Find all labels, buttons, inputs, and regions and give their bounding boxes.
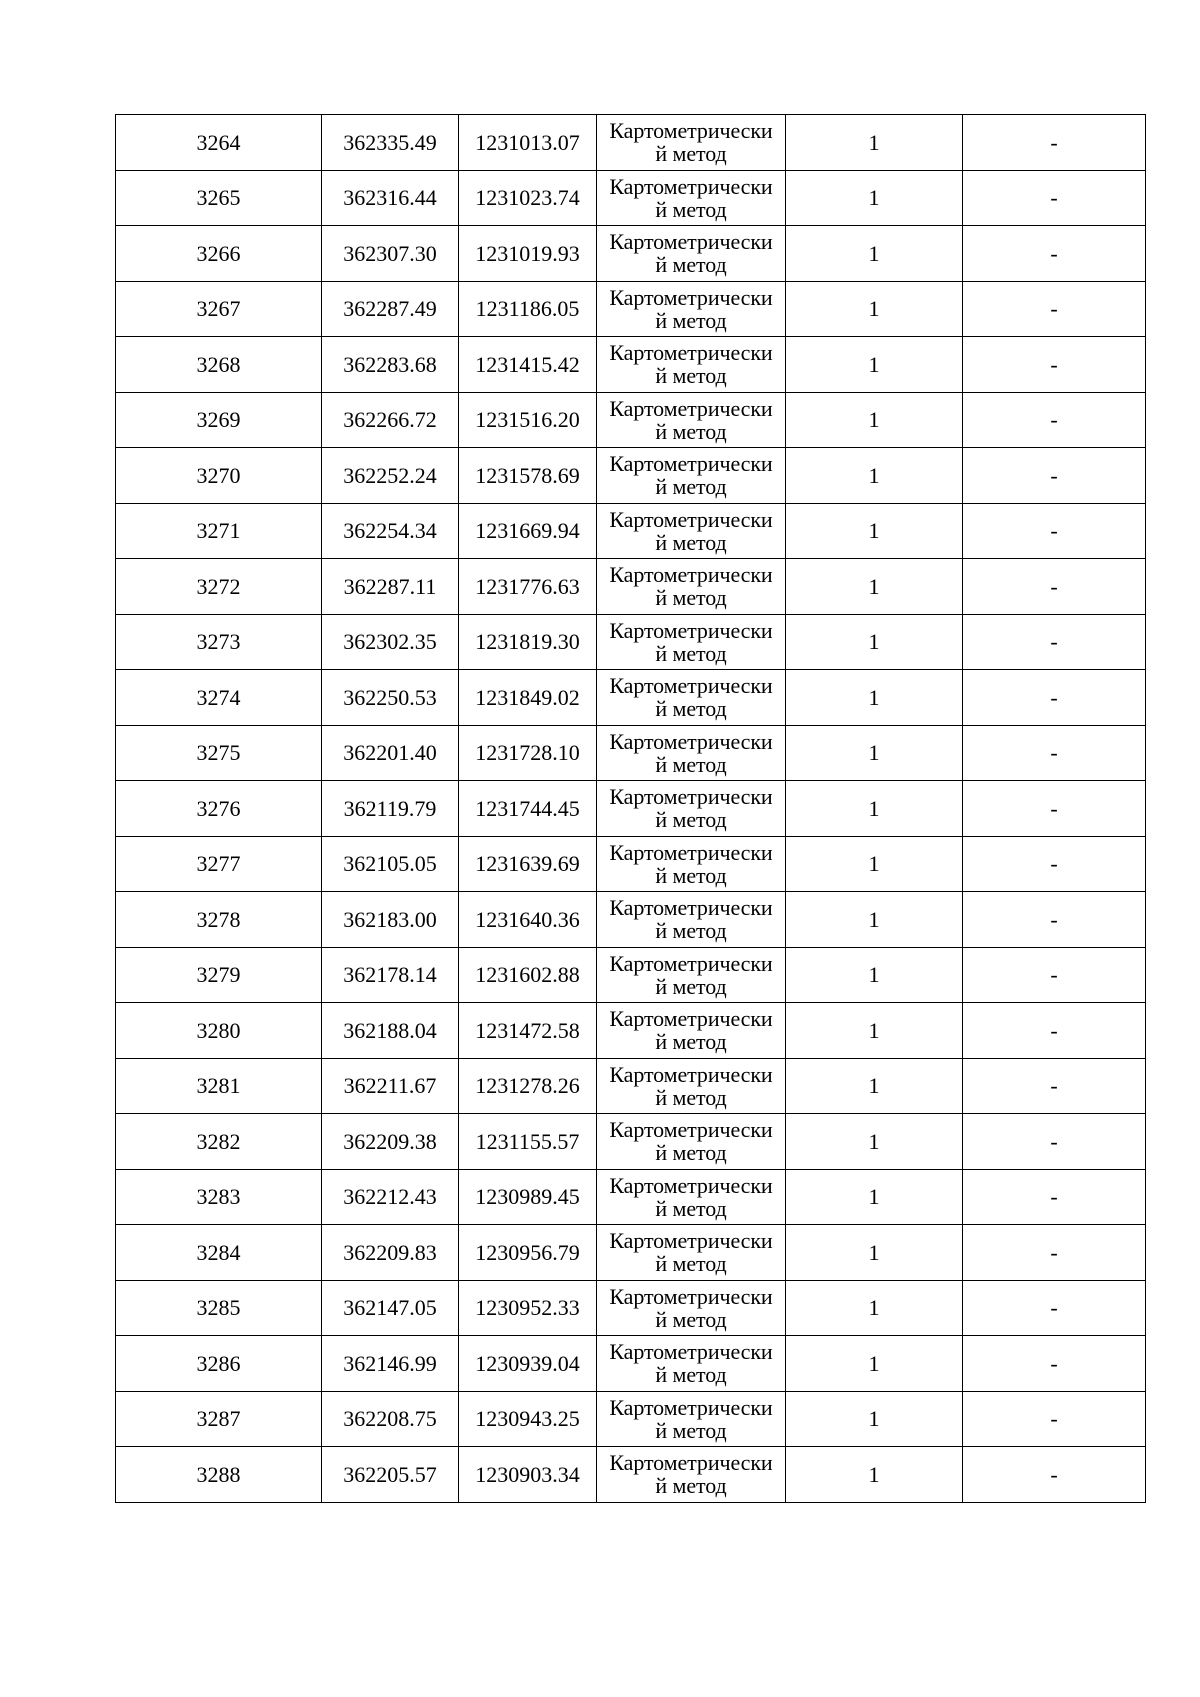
accuracy-cell: 1 [786, 1336, 963, 1392]
note-cell: - [963, 614, 1146, 670]
method-cell [597, 559, 786, 615]
y-coordinate-cell: 1231516.20 [459, 392, 597, 448]
table-row [116, 559, 1146, 615]
table-row [116, 115, 1146, 171]
method-text-line-2: й метод [655, 585, 727, 611]
method-text-line-2: й метод [655, 252, 727, 278]
point-number-cell: 3264 [116, 115, 322, 171]
y-coordinate-cell: 1231819.30 [459, 614, 597, 670]
method-text-line-2: й метод [655, 918, 727, 944]
method-cell [597, 1336, 786, 1392]
table-row [116, 892, 1146, 948]
accuracy-cell: 1 [786, 1003, 963, 1059]
method-text-line-1: Картометрически [609, 1394, 773, 1420]
method-text-line-1: Картометрически [609, 1228, 773, 1254]
method-text-line-1: Картометрически [609, 1006, 773, 1032]
method-text-line-1: Картометрически [609, 562, 773, 588]
note-cell: - [963, 1169, 1146, 1225]
x-coordinate-cell: 362209.83 [322, 1225, 459, 1281]
y-coordinate-cell: 1231472.58 [459, 1003, 597, 1059]
method-text-line-2: й метод [655, 640, 727, 666]
method-text-line-2: й метод [655, 1251, 727, 1277]
method-text-line-1: Картометрически [609, 673, 773, 699]
table-row [116, 392, 1146, 448]
note-cell: - [963, 1225, 1146, 1281]
x-coordinate-cell: 362250.53 [322, 670, 459, 726]
table-row [116, 170, 1146, 226]
method-text-line-1: Картометрически [609, 1450, 773, 1476]
note-cell: - [963, 1280, 1146, 1336]
method-text-line-1: Картометрически [609, 839, 773, 865]
x-coordinate-cell: 362205.57 [322, 1447, 459, 1503]
y-coordinate-cell: 1231728.10 [459, 725, 597, 781]
point-number-cell: 3266 [116, 226, 322, 282]
x-coordinate-cell: 362119.79 [322, 781, 459, 837]
method-cell [597, 1280, 786, 1336]
note-cell: - [963, 836, 1146, 892]
method-text-line-1: Картометрически [609, 895, 773, 921]
method-text-line-2: й метод [655, 1362, 727, 1388]
method-text-line-2: й метод [655, 1029, 727, 1055]
accuracy-cell: 1 [786, 836, 963, 892]
x-coordinate-cell: 362287.11 [322, 559, 459, 615]
x-coordinate-cell: 362287.49 [322, 281, 459, 337]
note-cell: - [963, 448, 1146, 504]
x-coordinate-cell: 362302.35 [322, 614, 459, 670]
y-coordinate-cell: 1231602.88 [459, 947, 597, 1003]
point-number-cell: 3271 [116, 503, 322, 559]
method-cell [597, 947, 786, 1003]
method-text-line-1: Картометрически [609, 1339, 773, 1365]
point-number-cell: 3282 [116, 1114, 322, 1170]
point-number-cell: 3275 [116, 725, 322, 781]
method-cell [597, 115, 786, 171]
accuracy-cell: 1 [786, 670, 963, 726]
accuracy-cell: 1 [786, 170, 963, 226]
method-text-line-2: й метод [655, 307, 727, 333]
method-text-line-1: Картометрически [609, 1172, 773, 1198]
note-cell: - [963, 1391, 1146, 1447]
method-text-line-1: Картометрически [609, 340, 773, 366]
point-number-cell: 3267 [116, 281, 322, 337]
table-row [116, 614, 1146, 670]
y-coordinate-cell: 1231639.69 [459, 836, 597, 892]
table-row [116, 1391, 1146, 1447]
table-row [116, 725, 1146, 781]
method-text-line-2: й метод [655, 973, 727, 999]
coordinates-table-body [116, 115, 1146, 1503]
method-text-line-1: Картометрически [609, 617, 773, 643]
note-cell: - [963, 1447, 1146, 1503]
table-row [116, 448, 1146, 504]
y-coordinate-cell: 1231744.45 [459, 781, 597, 837]
point-number-cell: 3287 [116, 1391, 322, 1447]
method-text-line-2: й метод [655, 807, 727, 833]
note-cell: - [963, 1058, 1146, 1114]
accuracy-cell: 1 [786, 1169, 963, 1225]
y-coordinate-cell: 1231640.36 [459, 892, 597, 948]
x-coordinate-cell: 362105.05 [322, 836, 459, 892]
x-coordinate-cell: 362254.34 [322, 503, 459, 559]
accuracy-cell: 1 [786, 725, 963, 781]
y-coordinate-cell: 1230956.79 [459, 1225, 597, 1281]
table-row [116, 1225, 1146, 1281]
method-text-line-2: й метод [655, 1306, 727, 1332]
point-number-cell: 3281 [116, 1058, 322, 1114]
method-cell [597, 1169, 786, 1225]
method-text-line-2: й метод [655, 141, 727, 167]
x-coordinate-cell: 362283.68 [322, 337, 459, 393]
note-cell: - [963, 1336, 1146, 1392]
method-text-line-2: й метод [655, 1195, 727, 1221]
method-text-line-2: й метод [655, 862, 727, 888]
note-cell: - [963, 892, 1146, 948]
method-cell [597, 836, 786, 892]
x-coordinate-cell: 362307.30 [322, 226, 459, 282]
accuracy-cell: 1 [786, 337, 963, 393]
point-number-cell: 3277 [116, 836, 322, 892]
y-coordinate-cell: 1231849.02 [459, 670, 597, 726]
method-cell [597, 448, 786, 504]
method-text-line-2: й метод [655, 529, 727, 555]
point-number-cell: 3284 [116, 1225, 322, 1281]
y-coordinate-cell: 1231578.69 [459, 448, 597, 504]
x-coordinate-cell: 362212.43 [322, 1169, 459, 1225]
x-coordinate-cell: 362252.24 [322, 448, 459, 504]
table-row [116, 503, 1146, 559]
accuracy-cell: 1 [786, 1225, 963, 1281]
point-number-cell: 3269 [116, 392, 322, 448]
y-coordinate-cell: 1230939.04 [459, 1336, 597, 1392]
point-number-cell: 3285 [116, 1280, 322, 1336]
method-cell [597, 170, 786, 226]
table-row [116, 226, 1146, 282]
method-text-line-1: Картометрически [609, 451, 773, 477]
method-text-line-1: Картометрически [609, 950, 773, 976]
method-text-line-2: й метод [655, 196, 727, 222]
table-row [116, 337, 1146, 393]
point-number-cell: 3273 [116, 614, 322, 670]
method-cell [597, 781, 786, 837]
y-coordinate-cell: 1231019.93 [459, 226, 597, 282]
coordinates-table [115, 114, 1146, 1503]
note-cell: - [963, 226, 1146, 282]
point-number-cell: 3288 [116, 1447, 322, 1503]
accuracy-cell: 1 [786, 781, 963, 837]
accuracy-cell: 1 [786, 614, 963, 670]
note-cell: - [963, 559, 1146, 615]
x-coordinate-cell: 362146.99 [322, 1336, 459, 1392]
point-number-cell: 3280 [116, 1003, 322, 1059]
y-coordinate-cell: 1231415.42 [459, 337, 597, 393]
note-cell: - [963, 1114, 1146, 1170]
point-number-cell: 3274 [116, 670, 322, 726]
method-text-line-1: Картометрически [609, 506, 773, 532]
note-cell: - [963, 670, 1146, 726]
point-number-cell: 3286 [116, 1336, 322, 1392]
x-coordinate-cell: 362266.72 [322, 392, 459, 448]
table-row [116, 947, 1146, 1003]
table-row [116, 1003, 1146, 1059]
method-text-line-2: й метод [655, 696, 727, 722]
accuracy-cell: 1 [786, 115, 963, 171]
method-text-line-2: й метод [655, 751, 727, 777]
method-cell [597, 1003, 786, 1059]
method-cell [597, 614, 786, 670]
method-text-line-1: Картометрически [609, 395, 773, 421]
table-row [116, 1114, 1146, 1170]
accuracy-cell: 1 [786, 1447, 963, 1503]
y-coordinate-cell: 1231776.63 [459, 559, 597, 615]
x-coordinate-cell: 362316.44 [322, 170, 459, 226]
accuracy-cell: 1 [786, 892, 963, 948]
point-number-cell: 3268 [116, 337, 322, 393]
point-number-cell: 3265 [116, 170, 322, 226]
table-row [116, 1169, 1146, 1225]
method-cell [597, 1114, 786, 1170]
x-coordinate-cell: 362208.75 [322, 1391, 459, 1447]
method-text-line-1: Картометрически [609, 284, 773, 310]
x-coordinate-cell: 362183.00 [322, 892, 459, 948]
method-text-line-2: й метод [655, 1417, 727, 1443]
accuracy-cell: 1 [786, 559, 963, 615]
point-number-cell: 3270 [116, 448, 322, 504]
method-text-line-2: й метод [655, 474, 727, 500]
x-coordinate-cell: 362178.14 [322, 947, 459, 1003]
method-cell [597, 1058, 786, 1114]
note-cell: - [963, 725, 1146, 781]
method-text-line-2: й метод [655, 1473, 727, 1499]
y-coordinate-cell: 1230989.45 [459, 1169, 597, 1225]
method-cell [597, 337, 786, 393]
method-cell [597, 1225, 786, 1281]
method-cell [597, 281, 786, 337]
table-row [116, 1058, 1146, 1114]
x-coordinate-cell: 362211.67 [322, 1058, 459, 1114]
table-row [116, 281, 1146, 337]
accuracy-cell: 1 [786, 1280, 963, 1336]
x-coordinate-cell: 362147.05 [322, 1280, 459, 1336]
y-coordinate-cell: 1231669.94 [459, 503, 597, 559]
note-cell: - [963, 115, 1146, 171]
table-row [116, 781, 1146, 837]
method-text-line-2: й метод [655, 1140, 727, 1166]
table-row [116, 1336, 1146, 1392]
table-row [116, 1447, 1146, 1503]
method-cell [597, 725, 786, 781]
method-text-line-1: Картометрически [609, 173, 773, 199]
point-number-cell: 3278 [116, 892, 322, 948]
method-cell [597, 503, 786, 559]
point-number-cell: 3283 [116, 1169, 322, 1225]
note-cell: - [963, 337, 1146, 393]
note-cell: - [963, 170, 1146, 226]
x-coordinate-cell: 362209.38 [322, 1114, 459, 1170]
method-text-line-1: Картометрически [609, 118, 773, 144]
x-coordinate-cell: 362188.04 [322, 1003, 459, 1059]
method-text-line-2: й метод [655, 363, 727, 389]
point-number-cell: 3272 [116, 559, 322, 615]
point-number-cell: 3279 [116, 947, 322, 1003]
method-cell [597, 892, 786, 948]
note-cell: - [963, 1003, 1146, 1059]
y-coordinate-cell: 1231023.74 [459, 170, 597, 226]
method-text-line-2: й метод [655, 1084, 727, 1110]
y-coordinate-cell: 1231155.57 [459, 1114, 597, 1170]
y-coordinate-cell: 1230952.33 [459, 1280, 597, 1336]
note-cell: - [963, 947, 1146, 1003]
accuracy-cell: 1 [786, 392, 963, 448]
table-row [116, 836, 1146, 892]
accuracy-cell: 1 [786, 1058, 963, 1114]
accuracy-cell: 1 [786, 448, 963, 504]
note-cell: - [963, 392, 1146, 448]
method-cell [597, 226, 786, 282]
accuracy-cell: 1 [786, 1114, 963, 1170]
method-text-line-1: Картометрически [609, 728, 773, 754]
method-text-line-1: Картометрически [609, 1283, 773, 1309]
method-text-line-1: Картометрически [609, 784, 773, 810]
method-text-line-1: Картометрически [609, 1061, 773, 1087]
y-coordinate-cell: 1230943.25 [459, 1391, 597, 1447]
x-coordinate-cell: 362335.49 [322, 115, 459, 171]
point-number-cell: 3276 [116, 781, 322, 837]
method-cell [597, 1447, 786, 1503]
y-coordinate-cell: 1230903.34 [459, 1447, 597, 1503]
method-text-line-1: Картометрически [609, 229, 773, 255]
note-cell: - [963, 781, 1146, 837]
y-coordinate-cell: 1231278.26 [459, 1058, 597, 1114]
accuracy-cell: 1 [786, 226, 963, 282]
y-coordinate-cell: 1231013.07 [459, 115, 597, 171]
method-cell [597, 670, 786, 726]
accuracy-cell: 1 [786, 947, 963, 1003]
accuracy-cell: 1 [786, 503, 963, 559]
table-row [116, 1280, 1146, 1336]
table-row [116, 670, 1146, 726]
note-cell: - [963, 281, 1146, 337]
accuracy-cell: 1 [786, 281, 963, 337]
x-coordinate-cell: 362201.40 [322, 725, 459, 781]
method-cell [597, 1391, 786, 1447]
method-text-line-2: й метод [655, 418, 727, 444]
accuracy-cell: 1 [786, 1391, 963, 1447]
note-cell: - [963, 503, 1146, 559]
method-text-line-1: Картометрически [609, 1117, 773, 1143]
y-coordinate-cell: 1231186.05 [459, 281, 597, 337]
method-cell [597, 392, 786, 448]
